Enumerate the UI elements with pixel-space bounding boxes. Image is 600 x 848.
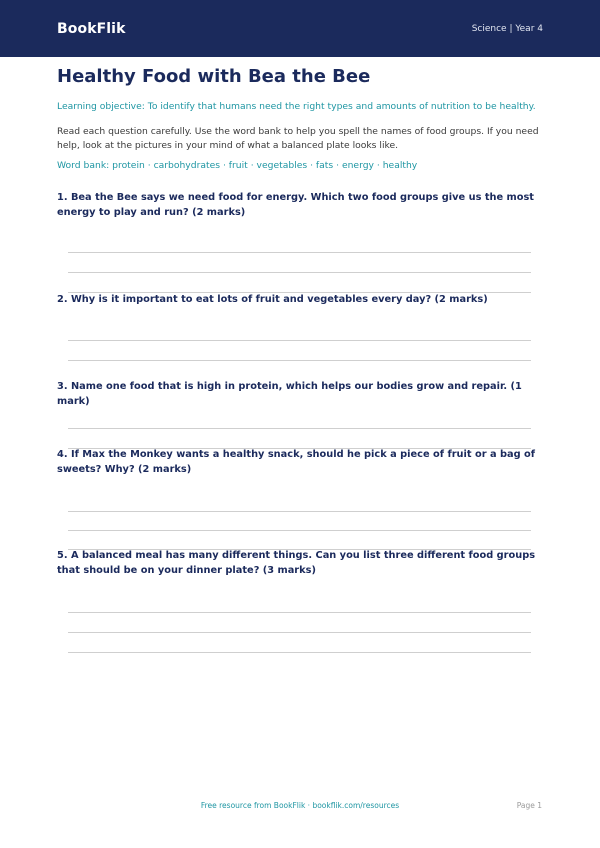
page-footer xyxy=(0,801,600,815)
answer-line[interactable] xyxy=(68,612,531,613)
brand-logo: BookFlik xyxy=(57,20,126,37)
question-5 xyxy=(57,548,543,578)
answer-line[interactable] xyxy=(68,252,531,253)
question-3 xyxy=(57,379,543,409)
question-text: 5. A balanced meal has many different things. Can you list three different food groups that should be on your dinner plate? (3 marks) xyxy=(57,550,536,576)
answer-line[interactable] xyxy=(68,530,531,531)
answer-line[interactable] xyxy=(68,632,531,633)
question-text: 2. Why is it important to eat lots of fruit and vegetables every day? (2 marks) xyxy=(57,294,488,305)
word-bank: Word bank: protein · carbohydrates · fruit · vegetables · fats · energy · healthy xyxy=(57,160,418,171)
question-1 xyxy=(57,190,543,220)
question-text: 3. Name one food that is high in protein, which helps our bodies grow and repair. (1 mark) xyxy=(57,381,522,407)
answer-line[interactable] xyxy=(68,652,531,653)
page-header xyxy=(0,0,600,57)
question-text: 1. Bea the Bee says we need food for energy. Which two food groups give us the most energy to play and run? (2 marks) xyxy=(57,192,534,218)
instructions-text: Read each question carefully. Use the word bank to help you spell the names of food groups. If you need help, look at the pictures in your mind of what a balanced plate looks like. xyxy=(57,126,539,151)
worksheet-title: Healthy Food with Bea the Bee xyxy=(57,66,371,87)
footer-credit: Free resource from BookFlik · bookflik.com/resources xyxy=(200,801,400,810)
question-2 xyxy=(57,292,543,307)
learning-objective: Learning objective: To identify that humans need the right types and amounts of nutrition to be healthy. xyxy=(57,101,536,112)
question-text: 4. If Max the Monkey wants a healthy snack, should he pick a piece of fruit or a bag of sweets? Why? (2 marks) xyxy=(57,449,535,475)
page-number: Page 1 xyxy=(516,801,542,810)
answer-line[interactable] xyxy=(68,511,531,512)
question-4 xyxy=(57,447,543,477)
answer-line[interactable] xyxy=(68,360,531,361)
subject-year-label: Science | Year 4 xyxy=(471,23,543,34)
answer-line[interactable] xyxy=(68,340,531,341)
answer-line[interactable] xyxy=(68,428,531,429)
answer-line[interactable] xyxy=(68,272,531,273)
